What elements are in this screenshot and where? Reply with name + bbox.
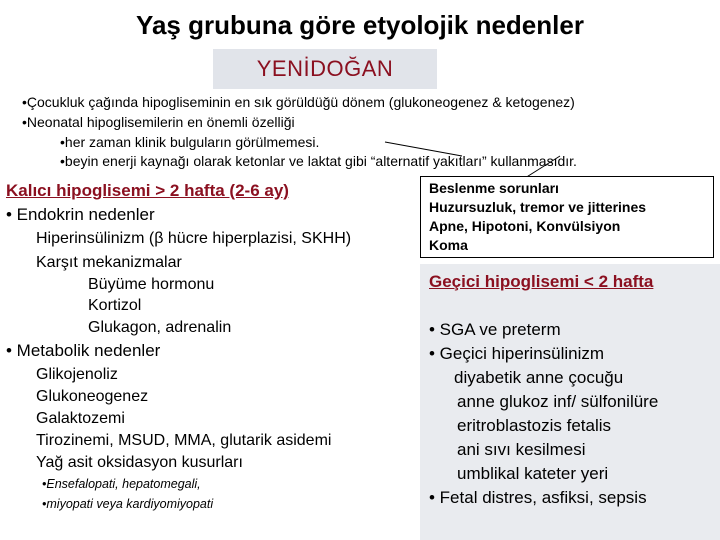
- metabolic-item: Glukoneogenez: [36, 388, 149, 405]
- symptom-item: Beslenme sorunları: [429, 180, 559, 196]
- intro-line-3: •her zaman klinik bulguların görülmemesi.: [60, 134, 320, 150]
- metabolic-item: Glikojenoliz: [36, 366, 118, 383]
- page-title: Yaş grubuna göre etyolojik nedenler: [136, 10, 584, 40]
- permanent-hypoglycemia-heading: Kalıcı hipoglisemi > 2 hafta (2-6 ay): [6, 181, 289, 200]
- symptom-item: Apne, Hipotoni, Konvülsiyon: [429, 218, 621, 234]
- small-note: •Ensefalopati, hepatomegali,: [42, 477, 201, 491]
- metabolic-item: Yağ asit oksidasyon kusurları: [36, 454, 243, 471]
- counter-item: Glukagon, adrenalin: [88, 319, 232, 336]
- transient-item: • Fetal distres, asfiksi, sepsis: [429, 488, 647, 507]
- intro-line-1-note: (glukoneogenez & ketogenez): [384, 94, 575, 110]
- subtitle: YENİDOĞAN: [256, 56, 394, 81]
- intro-line-1-main: •Çocukluk çağında hipogliseminin en sık görüldüğü dönem: [22, 94, 385, 110]
- metabolic-item: Galaktozemi: [36, 410, 125, 427]
- transient-item: umblikal kateter yeri: [457, 464, 609, 483]
- hyperinsulinism-item: Hiperinsülinizm (β hücre hiperplazisi, SKHH): [36, 230, 352, 247]
- transient-hypoglycemia-heading: Geçici hipoglisemi < 2 hafta: [429, 272, 654, 291]
- intro-line-4: •beyin enerji kaynağı olarak ketonlar ve laktat gibi “alternatif yakıtları” kullanmasıdır.: [60, 153, 577, 169]
- intro-line-2: •Neonatal hipoglisemilerin en önemli özelliği: [22, 114, 295, 130]
- endocrine-heading: • Endokrin nedenler: [6, 205, 155, 224]
- symptom-item: Koma: [429, 237, 468, 253]
- counter-item: Büyüme hormonu: [88, 276, 215, 293]
- transient-item: ani sıvı kesilmesi: [457, 440, 586, 459]
- transient-item: • Geçici hiperinsülinizm: [429, 344, 605, 363]
- transient-item: diyabetik anne çocuğu: [454, 368, 624, 387]
- metabolic-heading: • Metabolik nedenler: [6, 341, 161, 360]
- counter-item: Kortizol: [88, 297, 142, 314]
- symptom-item: Huzursuzluk, tremor ve jitterines: [429, 199, 647, 215]
- transient-item: • SGA ve preterm: [429, 320, 561, 339]
- metabolic-item: Tirozinemi, MSUD, MMA, glutarik asidemi: [36, 432, 332, 449]
- arrow-line-1: [385, 142, 462, 156]
- transient-item: eritroblastozis fetalis: [457, 416, 612, 435]
- arrow-line-2: [525, 156, 560, 178]
- transient-item: anne glukoz inf/ sülfonilüre: [457, 392, 659, 411]
- small-note: •miyopati veya kardiyomiyopati: [42, 497, 214, 511]
- counter-mechanisms-heading: Karşıt mekanizmalar: [36, 254, 182, 271]
